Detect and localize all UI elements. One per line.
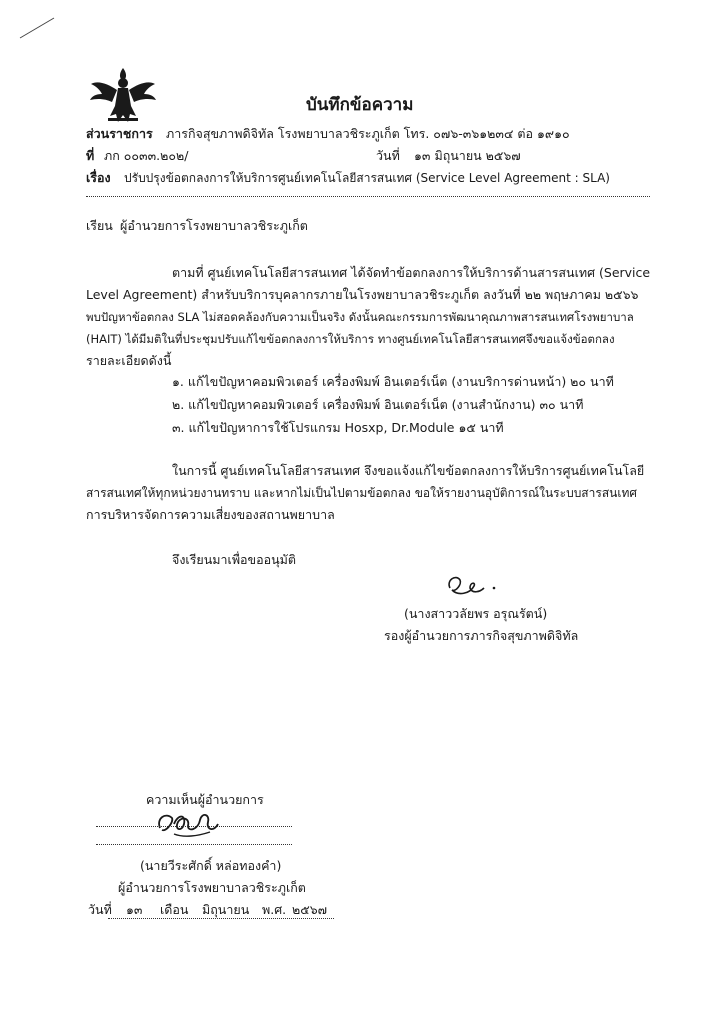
opinion-dotted-line-1 [96, 826, 292, 827]
date-value: ๑๓ มิถุนายน ๒๕๖๗ [414, 148, 521, 163]
dept-label: ส่วนราชการ [86, 126, 153, 141]
date-dotted-line [108, 918, 334, 919]
director-signature [154, 804, 224, 844]
dept-value: ภารกิจสุขภาพดิจิทัล โรงพยาบาลวชิระภูเก็ต โทร. ๐๗๖-๓๖๑๒๓๔ ต่อ ๑๙๑๐ [166, 126, 570, 141]
closing-text: จึงเรียนมาเพื่อขออนุมัติ [172, 552, 297, 567]
director-date-day: ๑๓ [126, 902, 143, 917]
list-item-3: ๓. แก้ไขปัญหาการใช้โปรแกรม Hosxp, Dr.Module ๑๕ นาที [172, 420, 504, 435]
opinion-dotted-line-2 [96, 844, 292, 845]
list-item-1: ๑. แก้ไขปัญหาคอมพิวเตอร์ เครื่องพิมพ์ อินเตอร์เน็ต (งานบริการด่านหน้า) ๒๐ นาที [172, 374, 614, 389]
director-date-year: ๒๕๖๗ [292, 902, 328, 917]
date-label: วันที่ [376, 148, 400, 163]
ref-value: ภก ๐๐๓๓.๒๐๒/ [104, 148, 189, 163]
para2-line: สารสนเทศให้ทุกหน่วยงานทราบ และหากไม่เป็นไปตามข้อตกลง ขอให้รายงานอุบัติการณ์ในระบบสารสนเทศ [86, 486, 637, 500]
header-divider [86, 196, 650, 197]
para1-line: รายละเอียดดังนี้ [86, 353, 172, 368]
para2-line: ในการนี้ ศูนย์เทคโนโลยีสารสนเทศ จึงขอแจ้งแก้ไขข้อตกลงการให้บริการศูนย์เทคโนโลยี [172, 463, 645, 478]
para1-line: Level Agreement) สำหรับบริการบุคลากรภายในโรงพยาบาลวชิระภูเก็ต ลงวันที่ ๒๒ พฤษภาคม ๒๕๖๖ [86, 287, 639, 302]
memo-title: บันทึกข้อความ [306, 95, 414, 115]
signer-signature [440, 570, 510, 600]
salutation-label: เรียน [86, 218, 113, 233]
para2-line: การบริหารจัดการความเสี่ยงของสถานพยาบาล [86, 507, 335, 522]
director-opinion-label: ความเห็นผู้อำนวยการ [146, 792, 264, 807]
salutation-value: ผู้อำนวยการโรงพยาบาลวชิระภูเก็ต [120, 218, 308, 233]
body-paragraph-2 [86, 460, 656, 526]
para1-line: (HAIT) ได้มีมติในที่ประชุมปรับแก้ไขข้อตกลงการให้บริการ ทางศูนย์เทคโนโลยีสารสนเทศจึงขอแจ้งข้อตกลง [86, 332, 615, 346]
director-name: (นายวีระศักดิ์ หล่อทองคำ) [140, 858, 282, 873]
director-position: ผู้อำนวยการโรงพยาบาลวชิระภูเก็ต [118, 880, 306, 895]
body-paragraph-1 [86, 262, 656, 372]
ref-label: ที่ [86, 148, 95, 163]
pen-mark [18, 14, 58, 44]
signer-name: (นางสาววลัยพร อรุณรัตน์) [404, 606, 548, 621]
para1-line: พบปัญหาข้อตกลง SLA ไม่สอดคล้องกับความเป็นจริง ดังนั้นคณะกรรมการพัฒนาคุณภาพสารสนเทศโรงพยาบาล [86, 310, 634, 324]
subject-label: เรื่อง [86, 170, 111, 185]
garuda-emblem-icon [88, 66, 158, 126]
signer-position: รองผู้อำนวยการภารกิจสุขภาพดิจิทัล [384, 628, 579, 643]
list-item-2: ๒. แก้ไขปัญหาคอมพิวเตอร์ เครื่องพิมพ์ อินเตอร์เน็ต (งานสำนักงาน) ๓๐ นาที [172, 397, 584, 412]
para1-line: ตามที่ ศูนย์เทคโนโลยีสารสนเทศ ได้จัดทำข้อตกลงการให้บริการด้านสารสนเทศ (Service [172, 265, 651, 280]
director-date-label: วันที่ [88, 902, 112, 917]
director-month-label: เดือน [160, 902, 189, 917]
director-date-month: มิถุนายน [202, 902, 250, 917]
subject-value: ปรับปรุงข้อตกลงการให้บริการศูนย์เทคโนโลยีสารสนเทศ (Service Level Agreement : SLA) [124, 171, 610, 185]
director-year-label: พ.ศ. [262, 902, 287, 917]
